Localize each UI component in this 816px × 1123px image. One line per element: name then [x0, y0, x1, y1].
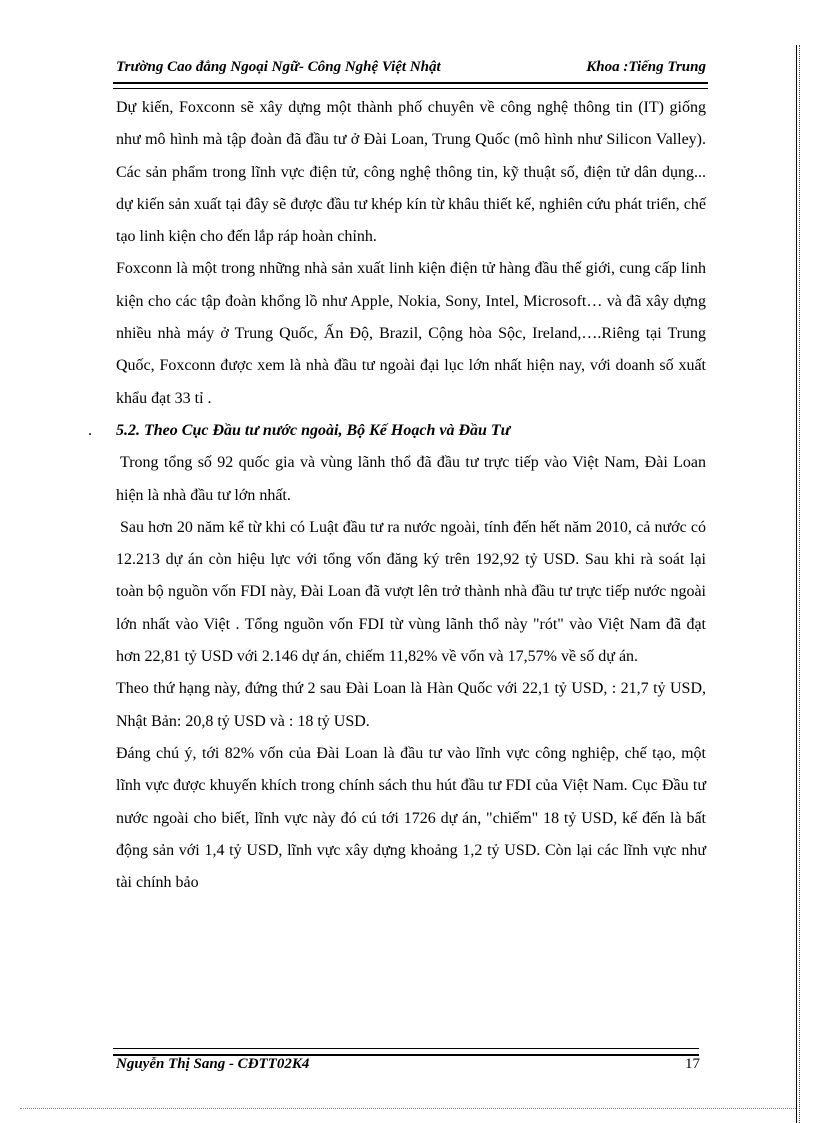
- paragraph-foxconn-plan: Dự kiến, Foxconn sẽ xây dựng một thành phố chuyên về công nghệ thông tin (IT) giống như mô hình mà tập đoàn đã đầu tư ở Đài Loan, Trung Quốc (mô hình như Silicon Valley). Các sản phẩm trong lĩnh vực điện tử, công nghệ thông tin, kỹ thuật số, điện tử dân dụng... dự kiến sản xuất tại đây sẽ được đầu tư khép kín từ khâu thiết kế, nghiên cứu phát triển, chế tạo linh kiện cho đến lắp ráp hoàn chỉnh.: [116, 99, 706, 246]
- header-department: Khoa :Tiếng Trung: [586, 59, 706, 75]
- paragraph-foxconn-profile: Foxconn là một trong những nhà sản xuất linh kiện điện tử hàng đầu thế giới, cung cấp linh kiện cho các tập đoàn khổng lồ như Apple, Nokia, Sony, Intel, Microsoft… và đã xây dựng nhiều nhà máy ở Trung Quốc, Ấn Độ, Brazil, Cộng hòa Sộc, Ireland,….Riêng tại Trung Quốc, Foxconn được xem là nhà đầu tư ngoài đại lục lớn nhất hiện nay, với doanh số xuất khẩu đạt 33 tỉ .: [116, 260, 706, 407]
- section-heading: [88, 415, 706, 447]
- footer-author: Nguyễn Thị Sang - CĐTT02K4: [116, 1056, 310, 1072]
- page-header: [116, 59, 706, 81]
- paragraph-sectors: Đáng chú ý, tới 82% vốn của Đài Loan là đầu tư vào lĩnh vực công nghiệp, chế tạo, một lĩnh vực được khuyến khích trong chính sách thu hút đầu tư FDI của Việt Nam. Cục Đầu tư nước ngoài cho biết, lĩnh vực này đó cú tới 1726 dự án, "chiếm" 18 tỷ USD, kế đến là bất động sản với 1,4 tỷ USD, lĩnh vực xây dựng khoảng 1,2 tỷ USD. Còn lại các lĩnh vực như tài chính bảo: [116, 744, 706, 892]
- header-rule: [113, 82, 708, 89]
- heading-bullet: .: [88, 421, 92, 439]
- page-footer: [116, 1056, 706, 1078]
- paragraph-ranking: Theo thứ hạng này, đứng thứ 2 sau Đài Loan là Hàn Quốc với 22,1 tỷ USD, : 21,7 tỷ USD, Nhật Bản: 20,8 tỷ USD và : 18 tỷ USD.: [116, 680, 706, 730]
- header-school: Trường Cao đẳng Ngoại Ngữ- Công Nghệ Việt Nhật: [116, 59, 441, 75]
- paragraph-taiwan-largest: Trong tổng số 92 quốc gia và vùng lãnh thổ đã đầu tư trực tiếp vào Việt Nam, Đài Loan hiện là nhà đầu tư lớn nhất.: [116, 454, 706, 504]
- footer-rule: [113, 1048, 699, 1056]
- section-heading-text: 5.2. Theo Cục Đầu tư nước ngoài, Bộ Kế Hoạch và Đầu Tư: [116, 421, 511, 439]
- paragraph-fdi-stats: Sau hơn 20 năm kể từ khi có Luật đầu tư ra nước ngoài, tính đến hết năm 2010, cả nước có 12.213 dự án còn hiệu lực với tổng vốn đăng ký trên 192,92 tỷ USD. Sau khi rà soát lại toàn bộ nguồn vốn FDI này, Đài Loan đã vượt lên trở thành nhà đầu tư trực tiếp nước ngoài lớn nhất vào Việt . Tổng nguồn vốn FDI từ vùng lãnh thổ này "rót" vào Việt Nam đã đạt hơn 22,81 tỷ USD với 2.146 dự án, chiếm 11,82% về vốn và 17,57% về số dự án.: [116, 518, 706, 666]
- bottom-dotted-border: [20, 1108, 796, 1109]
- document-body: [88, 92, 706, 899]
- page-number: 17: [685, 1056, 700, 1072]
- page-border-right-dotted: [799, 45, 800, 1123]
- page-border-right: [796, 45, 797, 1123]
